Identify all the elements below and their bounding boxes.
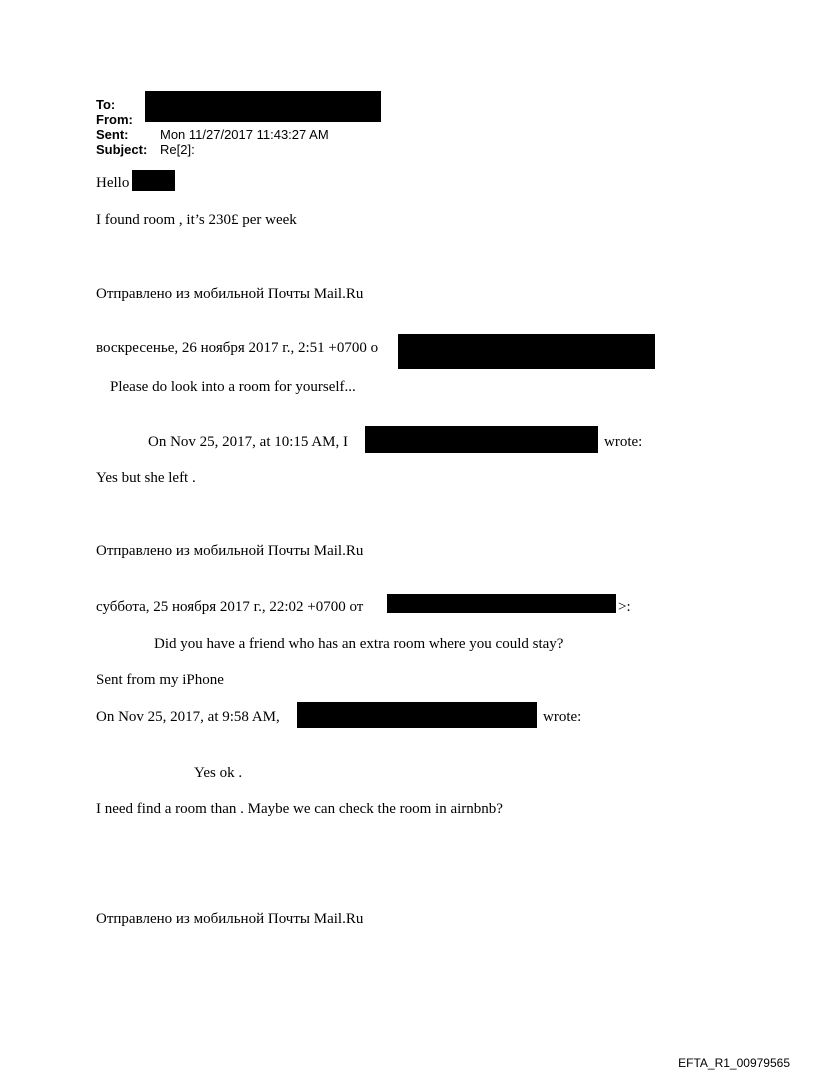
quote-header-4-start: On Nov 25, 2017, at 9:58 AM,	[96, 709, 280, 725]
found-room-line: I found room , it’s 230£ per week	[96, 212, 297, 228]
redaction-quote-1	[398, 334, 655, 369]
reply-4: Yes ok .	[194, 765, 243, 781]
sent-from-iphone: Sent from my iPhone	[96, 672, 224, 688]
quote-header-1: воскресенье, 26 ноября 2017 г., 2:51 +0700 о	[96, 340, 379, 356]
reply-3: Did you have a friend who has an extra room where you could stay?	[154, 636, 564, 652]
to-row	[96, 97, 147, 112]
greeting: Hello	[96, 175, 130, 191]
redaction-quote-4	[297, 702, 537, 728]
quote-header-3-start: суббота, 25 ноября 2017 г., 22:02 +0700 от	[96, 599, 364, 615]
reply-1: Please do look into a room for yourself...	[110, 379, 356, 395]
signature-1: Отправлено из мобильной Почты Mail.Ru	[96, 286, 364, 302]
from-label: From:	[96, 112, 133, 127]
redaction-greeting-name	[132, 170, 175, 191]
subject-value: Re[2]:	[160, 142, 195, 157]
to-label: To:	[96, 97, 116, 112]
signature-2: Отправлено из мобильной Почты Mail.Ru	[96, 543, 364, 559]
quote-header-4-end: wrote:	[543, 709, 582, 725]
quote-header-3-end: >:	[618, 599, 631, 615]
quote-header-2-start: On Nov 25, 2017, at 10:15 AM, I	[148, 434, 348, 450]
reply-5: I need find a room than . Maybe we can check the room in airnbnb?	[96, 801, 503, 817]
quote-header-2-end: wrote:	[604, 434, 643, 450]
redaction-quote-3	[387, 594, 616, 613]
email-header	[96, 97, 147, 157]
reply-2: Yes but she left .	[96, 470, 196, 486]
sent-label: Sent:	[96, 127, 129, 142]
bates-number: EFTA_R1_00979565	[678, 1056, 790, 1070]
from-row	[96, 112, 147, 127]
redaction-quote-2	[365, 426, 598, 453]
signature-3: Отправлено из мобильной Почты Mail.Ru	[96, 911, 364, 927]
subject-label: Subject:	[96, 142, 148, 157]
sent-row	[96, 127, 147, 142]
subject-row	[96, 142, 147, 157]
redaction-to-from	[145, 91, 381, 122]
sent-value: Mon 11/27/2017 11:43:27 AM	[160, 127, 329, 142]
